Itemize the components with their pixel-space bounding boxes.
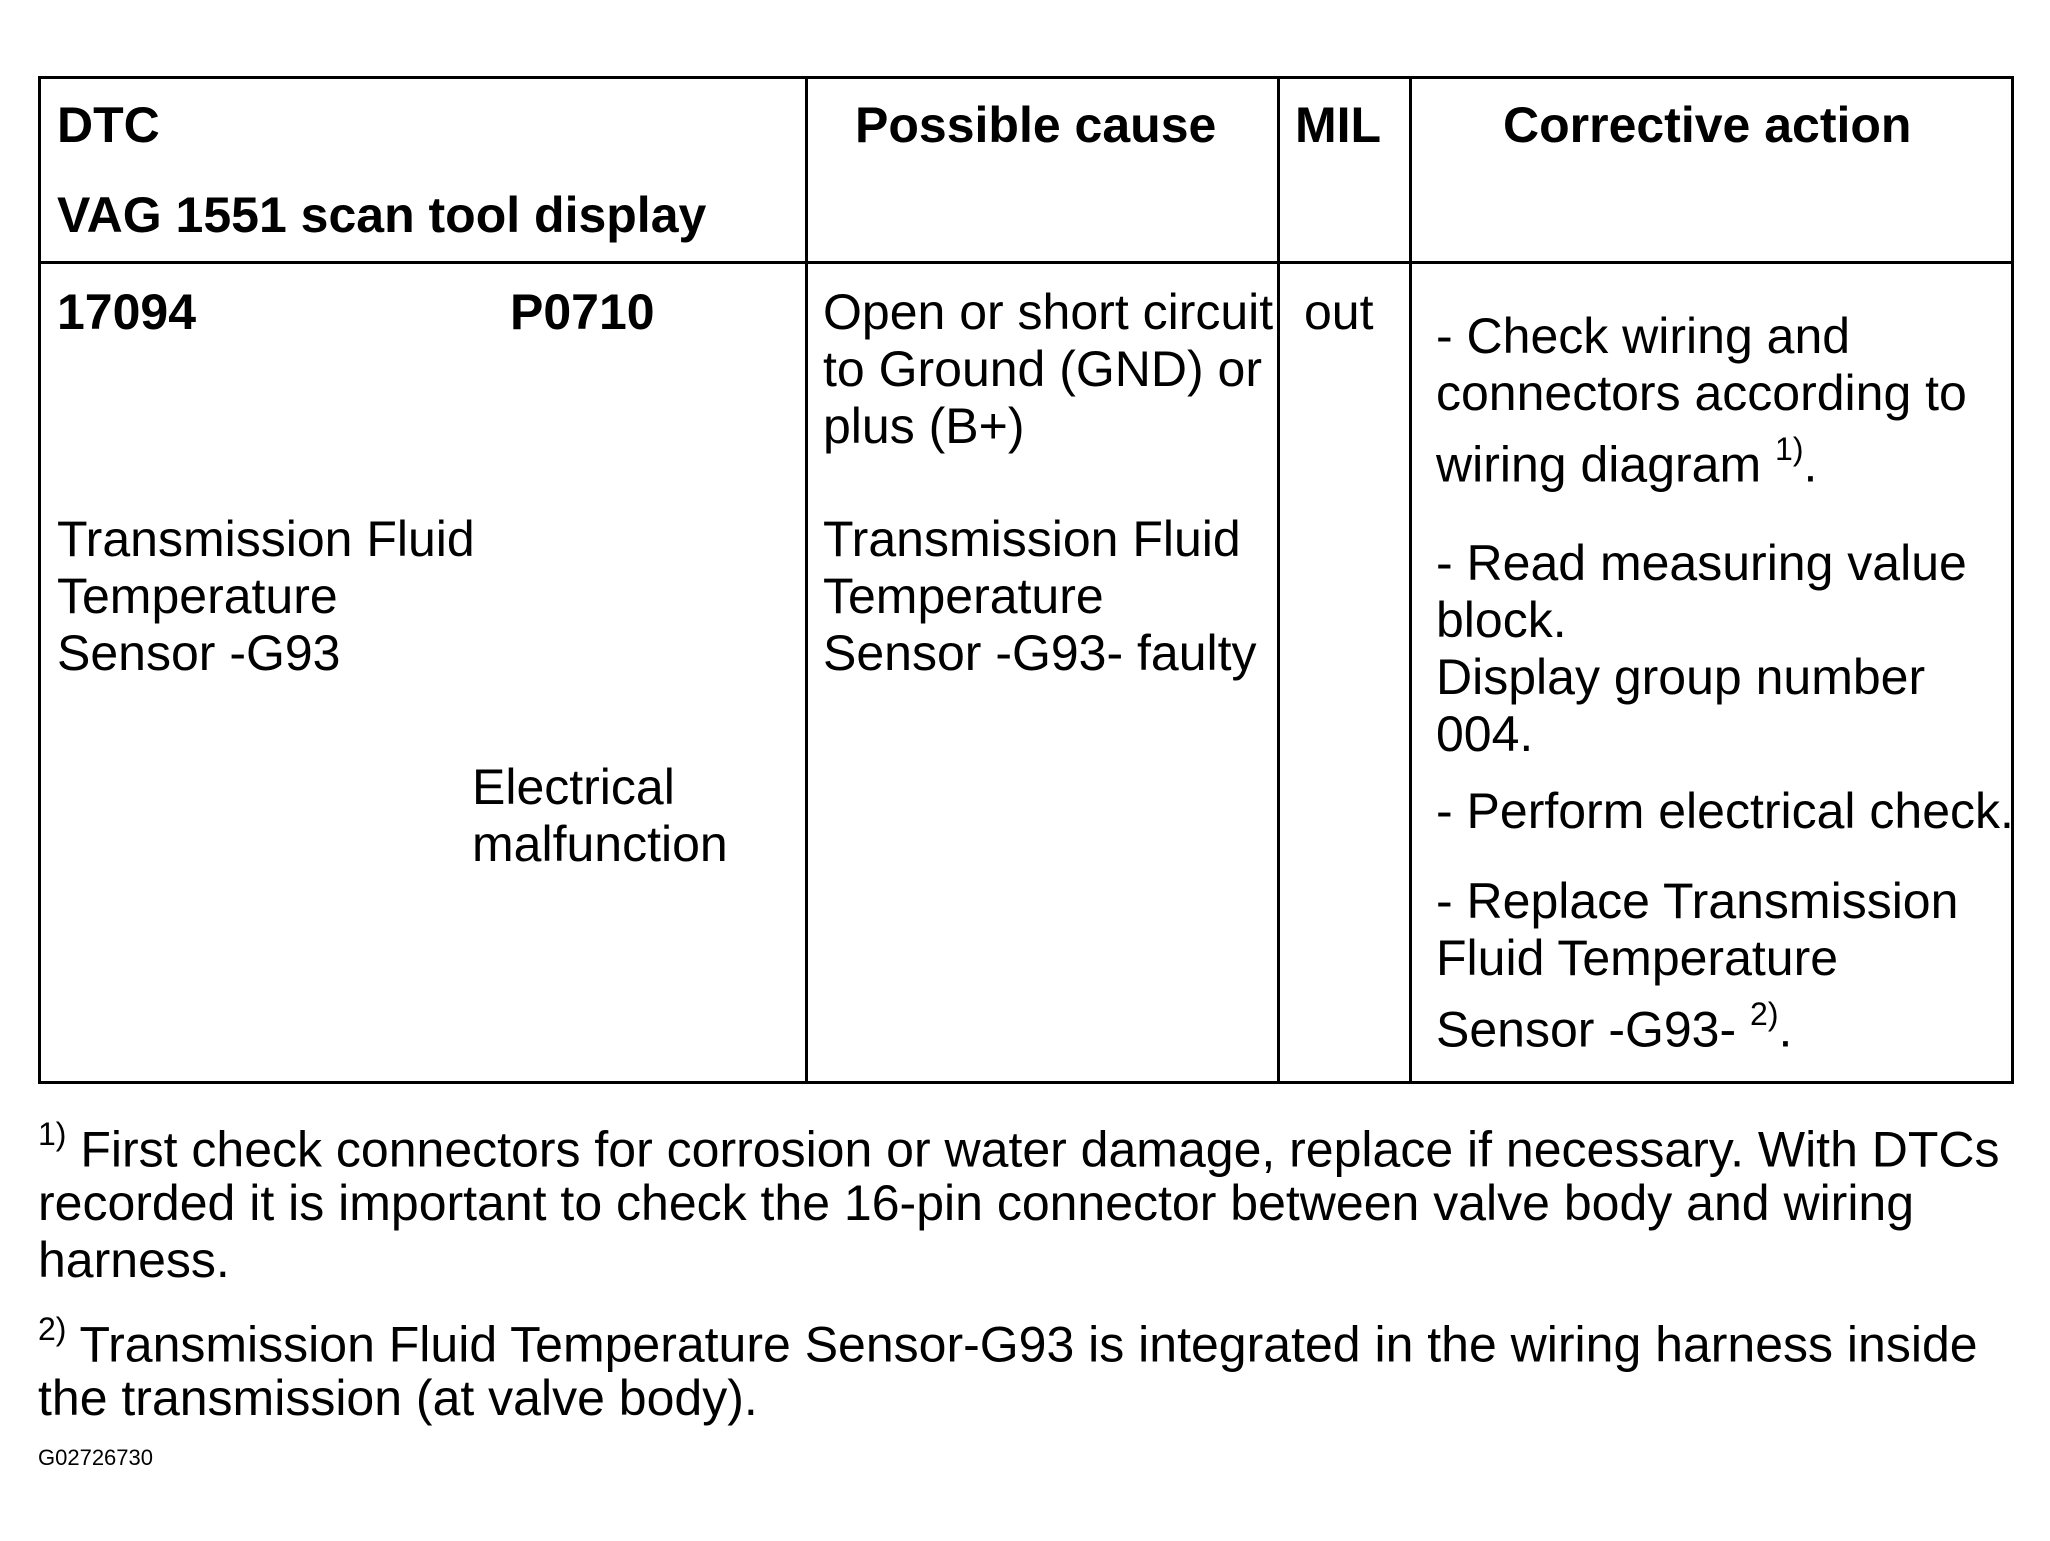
action-1-text: wiring diagram <box>1436 436 1776 493</box>
cause-2-line-2: Temperature <box>823 568 1104 624</box>
figure-id: G02726730 <box>38 1445 153 1470</box>
footnote-2-line-1 <box>38 1311 1978 1373</box>
footnote-1-marker: 1) <box>38 1116 67 1152</box>
mil-status: out <box>1304 284 1374 340</box>
cause-1-line-2: to Ground (GND) or <box>823 341 1263 397</box>
footnote-2-line-2: the transmission (at valve body). <box>38 1370 758 1426</box>
footnote-1-line-3: harness. <box>38 1232 230 1288</box>
action-3: - Perform electrical check. <box>1436 783 2014 839</box>
footnote-2-text: Transmission Fluid Temperature Sensor-G93 is integrated in the wiring harness inside <box>66 1316 1978 1373</box>
action-2-line-2: block. <box>1436 592 1567 648</box>
fault-type-line-2: malfunction <box>472 816 728 872</box>
cause-1-line-1: Open or short circuit <box>823 284 1274 340</box>
component-line-2: Temperature <box>57 568 338 624</box>
footnote-ref-1: 1) <box>1775 431 1804 467</box>
header-divider <box>38 261 2014 264</box>
column-divider-1 <box>805 76 808 1084</box>
action-1-line-1: - Check wiring and <box>1436 308 1851 364</box>
component-line-1: Transmission Fluid <box>57 511 475 567</box>
action-2-line-1: - Read measuring value <box>1436 535 1967 591</box>
table-border-right <box>2011 76 2014 1084</box>
header-possible-cause: Possible cause <box>855 97 1217 153</box>
action-4-line-2: Fluid Temperature <box>1436 930 1839 986</box>
action-1-line-3 <box>1436 431 1818 493</box>
cause-1-line-3: plus (B+) <box>823 398 1025 454</box>
action-2-line-3: Display group number <box>1436 649 1926 705</box>
cause-2-line-3: Sensor -G93- faulty <box>823 625 1257 681</box>
header-dtc-subtitle: VAG 1551 scan tool display <box>57 187 707 243</box>
action-4-line-1: - Replace Transmission <box>1436 873 1959 929</box>
footnote-ref-2: 2) <box>1750 996 1779 1032</box>
footnote-1-line-1 <box>38 1116 2000 1178</box>
cause-2-line-1: Transmission Fluid <box>823 511 1241 567</box>
action-1-line-2: connectors according to <box>1436 365 1967 421</box>
table-border-top <box>38 76 2014 79</box>
fault-type-line-1: Electrical <box>472 759 675 815</box>
obd-code: P0710 <box>510 284 655 340</box>
action-4-text: Sensor -G93- <box>1436 1001 1751 1058</box>
header-mil: MIL <box>1295 97 1382 153</box>
dtc-code: 17094 <box>57 284 197 340</box>
action-1-period: . <box>1803 436 1818 493</box>
action-4-line-3 <box>1436 996 1793 1058</box>
table-border-left <box>38 76 41 1084</box>
footnote-1-line-2: recorded it is important to check the 16-pin connector between valve body and wiring <box>38 1175 1915 1231</box>
column-divider-3 <box>1409 76 1412 1084</box>
header-dtc: DTC <box>57 97 160 153</box>
table-border-bottom <box>38 1081 2014 1084</box>
column-divider-2 <box>1277 76 1280 1084</box>
footnote-1-text: First check connectors for corrosion or water damage, replace if necessary. With DTCs <box>66 1121 2000 1178</box>
action-2-line-4: 004. <box>1436 706 1534 762</box>
action-4-period: . <box>1778 1001 1793 1058</box>
footnote-2-marker: 2) <box>38 1311 67 1347</box>
header-corrective-action: Corrective action <box>1503 97 1912 153</box>
component-line-3: Sensor -G93 <box>57 625 341 681</box>
